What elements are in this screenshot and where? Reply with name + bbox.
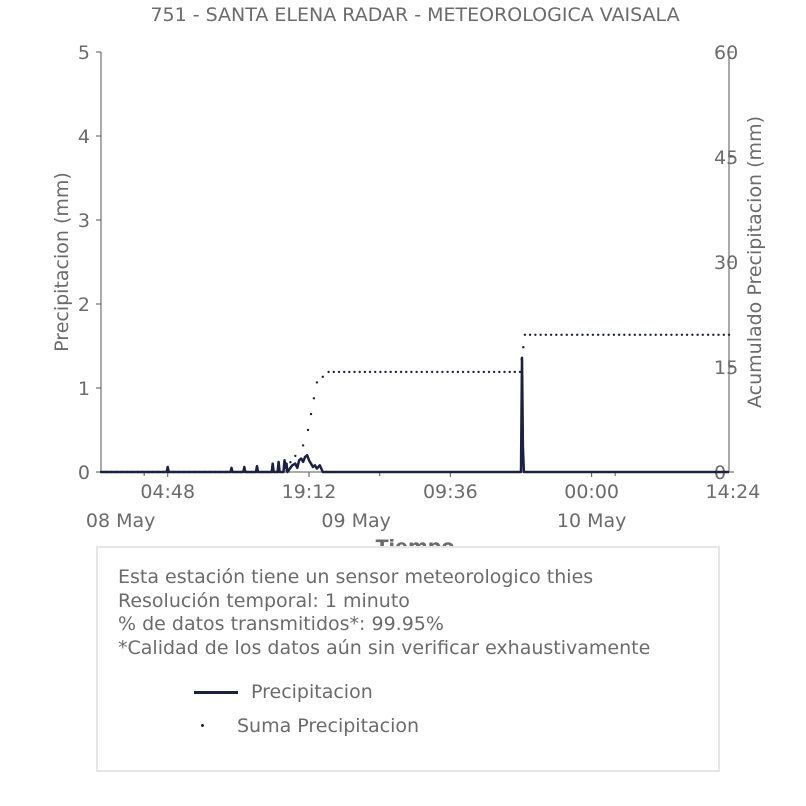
series-suma-dot	[230, 471, 232, 473]
series-suma-dot	[446, 371, 448, 373]
series-suma-dot	[136, 471, 138, 473]
legend-dot-swatch	[201, 724, 204, 727]
info-line-transmitted: % de datos transmitidos*: 99.95%	[118, 613, 444, 635]
series-suma-dot	[576, 334, 578, 336]
series-suma-dot	[707, 334, 709, 336]
series-suma-dot	[522, 346, 524, 348]
series-suma-dot	[613, 334, 615, 336]
series-suma-dot	[539, 334, 541, 336]
y-tick-label-left: 3	[77, 210, 90, 232]
series-suma-dot	[193, 471, 195, 473]
series-suma-dot	[628, 334, 630, 336]
series-suma-dot	[390, 371, 392, 373]
series-suma-dot	[100, 471, 102, 473]
series-suma-dot	[313, 397, 315, 399]
series-suma-dot	[587, 334, 589, 336]
y-tick-label-right: 0	[714, 462, 727, 484]
chart-title: 751 - SANTA ELENA RADAR - METEOROLOGICA VAISALA	[150, 4, 680, 26]
series-suma-dot	[333, 371, 335, 373]
series-suma-dot	[691, 334, 693, 336]
y-axis-label-right: Acumulado Precipitacion (mm)	[744, 116, 766, 408]
series-suma-dot	[395, 371, 397, 373]
series-suma-dot	[644, 334, 646, 336]
legend-label-precipitacion: Precipitacion	[251, 681, 373, 703]
y-tick-label-right: 45	[714, 147, 739, 169]
series-suma-dot	[374, 371, 376, 373]
series-suma-dot	[618, 334, 620, 336]
series-suma-dot	[529, 334, 531, 336]
series-suma-dot	[649, 334, 651, 336]
series-suma-dot	[141, 471, 143, 473]
info-line-resolution: Resolución temporal: 1 minuto	[118, 589, 410, 612]
series-suma-dot	[524, 334, 526, 336]
y-tick-label-left: 0	[77, 462, 90, 484]
series-suma-dot	[431, 371, 433, 373]
series-suma-dot	[550, 334, 552, 336]
series-suma-dot	[369, 371, 371, 373]
series-suma-dot	[462, 371, 464, 373]
series-suma-dot	[514, 371, 516, 373]
series-suma-dot	[162, 471, 164, 473]
series-suma-dot	[728, 334, 730, 336]
series-suma-dot	[183, 471, 185, 473]
info-line-sensor: Esta estación tiene un sensor meteorologico thies	[118, 566, 594, 588]
series-suma-dot	[353, 371, 355, 373]
y-tick-label-left: 1	[77, 378, 90, 400]
series-suma-dot	[167, 471, 169, 473]
chart-marks	[100, 334, 730, 474]
series-suma-dot	[289, 461, 291, 463]
series-suma-dot	[670, 334, 672, 336]
series-suma-dot	[555, 334, 557, 336]
series-suma-dot	[348, 371, 350, 373]
series-suma-dot	[571, 334, 573, 336]
series-suma-dot	[364, 371, 366, 373]
series-suma-dot	[307, 429, 309, 431]
series-suma-dot	[660, 334, 662, 336]
series-suma-dot	[503, 371, 505, 373]
series-suma-dot	[131, 471, 133, 473]
series-suma-dot	[498, 371, 500, 373]
series-suma-dot	[415, 371, 417, 373]
series-suma-dot	[302, 444, 304, 446]
series-suma-dot	[343, 371, 345, 373]
series-suma-dot	[519, 371, 521, 373]
series-suma-dot	[509, 371, 511, 373]
series-suma-dot	[421, 371, 423, 373]
legend-line-swatch	[194, 691, 238, 694]
series-suma-dot	[338, 371, 340, 373]
series-suma-dot	[723, 334, 725, 336]
x-date-label: 09 May	[321, 510, 391, 532]
series-suma-dot	[310, 413, 312, 415]
series-suma-dot	[115, 471, 117, 473]
series-suma-dot	[483, 371, 485, 373]
series-suma-dot	[560, 334, 562, 336]
series-suma-dot	[410, 371, 412, 373]
info-line-quality: *Calidad de los datos aún sin verificar exhaustivamente	[118, 636, 651, 659]
series-suma-dot	[405, 371, 407, 373]
x-tick-label: 09:36	[422, 481, 478, 503]
series-suma-dot	[256, 471, 258, 473]
series-suma-dot	[623, 334, 625, 336]
axes	[78, 42, 760, 532]
series-suma-dot	[110, 471, 112, 473]
series-suma-dot	[467, 371, 469, 373]
series-suma-dot	[607, 334, 609, 336]
series-precipitacion-line	[101, 358, 729, 472]
series-suma-dot	[379, 371, 381, 373]
series-suma-dot	[214, 471, 216, 473]
series-suma-dot	[493, 371, 495, 373]
series-suma-dot	[696, 334, 698, 336]
series-suma-dot	[597, 334, 599, 336]
series-suma-dot	[676, 334, 678, 336]
y-tick-label-left: 4	[77, 126, 90, 148]
series-suma-dot	[209, 471, 211, 473]
series-suma-dot	[178, 471, 180, 473]
x-date-label: 10 May	[556, 510, 627, 532]
series-suma-dot	[152, 471, 154, 473]
series-suma-dot	[452, 371, 454, 373]
series-suma-dot	[359, 371, 361, 373]
series-suma-dot	[566, 334, 568, 336]
series-suma-dot	[436, 371, 438, 373]
series-suma-dot	[204, 471, 206, 473]
y-axis-label-left: Precipitacion (mm)	[51, 172, 73, 352]
series-suma-dot	[665, 334, 667, 336]
series-suma-dot	[472, 371, 474, 373]
series-suma-dot	[602, 334, 604, 336]
series-suma-dot	[717, 334, 719, 336]
station-info	[118, 566, 650, 660]
series-suma-dot	[592, 334, 594, 336]
series-suma-dot	[271, 471, 273, 473]
series-suma-dot	[105, 471, 107, 473]
series-suma-dot	[316, 381, 318, 383]
y-tick-label-left: 5	[77, 42, 90, 64]
series-suma-dot	[702, 334, 704, 336]
series-suma-dot	[534, 334, 536, 336]
series-suma-dot	[225, 471, 227, 473]
x-tick-label: 04:48	[140, 481, 196, 503]
series-suma-dot	[426, 371, 428, 373]
series-suma-dot	[199, 471, 201, 473]
series-suma-dot	[400, 371, 402, 373]
y-tick-label-right: 60	[714, 42, 739, 64]
series-suma-dot	[121, 471, 123, 473]
series-suma-dot	[219, 471, 221, 473]
series-suma-dot	[545, 334, 547, 336]
series-suma-dot	[188, 471, 190, 473]
x-date-label: 08 May	[85, 510, 156, 532]
legend-label-suma: Suma Precipitacion	[237, 715, 420, 737]
series-suma-dot	[477, 371, 479, 373]
y-tick-label-right: 30	[714, 252, 739, 274]
series-suma-dot	[235, 471, 237, 473]
series-suma-dot	[245, 471, 247, 473]
y-tick-label-right: 15	[714, 357, 739, 379]
series-suma-dot	[327, 371, 329, 373]
series-suma-dot	[266, 471, 268, 473]
series-suma-dot	[457, 371, 459, 373]
series-suma-dot	[686, 334, 688, 336]
series-suma-dot	[322, 376, 324, 378]
series-suma-dot	[285, 469, 287, 471]
x-tick-label: 14:24	[705, 481, 761, 503]
series-suma-dot	[276, 471, 278, 473]
x-tick-label: 00:00	[564, 481, 620, 503]
series-suma-dot	[655, 334, 657, 336]
series-suma-dot	[634, 334, 636, 336]
series-suma-dot	[639, 334, 641, 336]
y-tick-label-left: 2	[77, 294, 90, 316]
series-suma-dot	[520, 358, 522, 360]
series-suma-dot	[157, 471, 159, 473]
x-tick-label: 19:12	[281, 481, 337, 503]
series-suma-dot	[251, 471, 253, 473]
series-suma-dot	[441, 371, 443, 373]
series-suma-dot	[581, 334, 583, 336]
series-suma-dot	[712, 334, 714, 336]
series-suma-dot	[384, 371, 386, 373]
series-suma-dot	[488, 371, 490, 373]
series-suma-dot	[261, 471, 263, 473]
series-suma-dot	[126, 471, 128, 473]
series-suma-dot	[681, 334, 683, 336]
series-suma-dot	[173, 471, 175, 473]
series-suma-dot	[147, 471, 149, 473]
series-suma-dot	[240, 471, 242, 473]
info-legend-box	[96, 546, 720, 772]
series-suma-dot	[294, 455, 296, 457]
